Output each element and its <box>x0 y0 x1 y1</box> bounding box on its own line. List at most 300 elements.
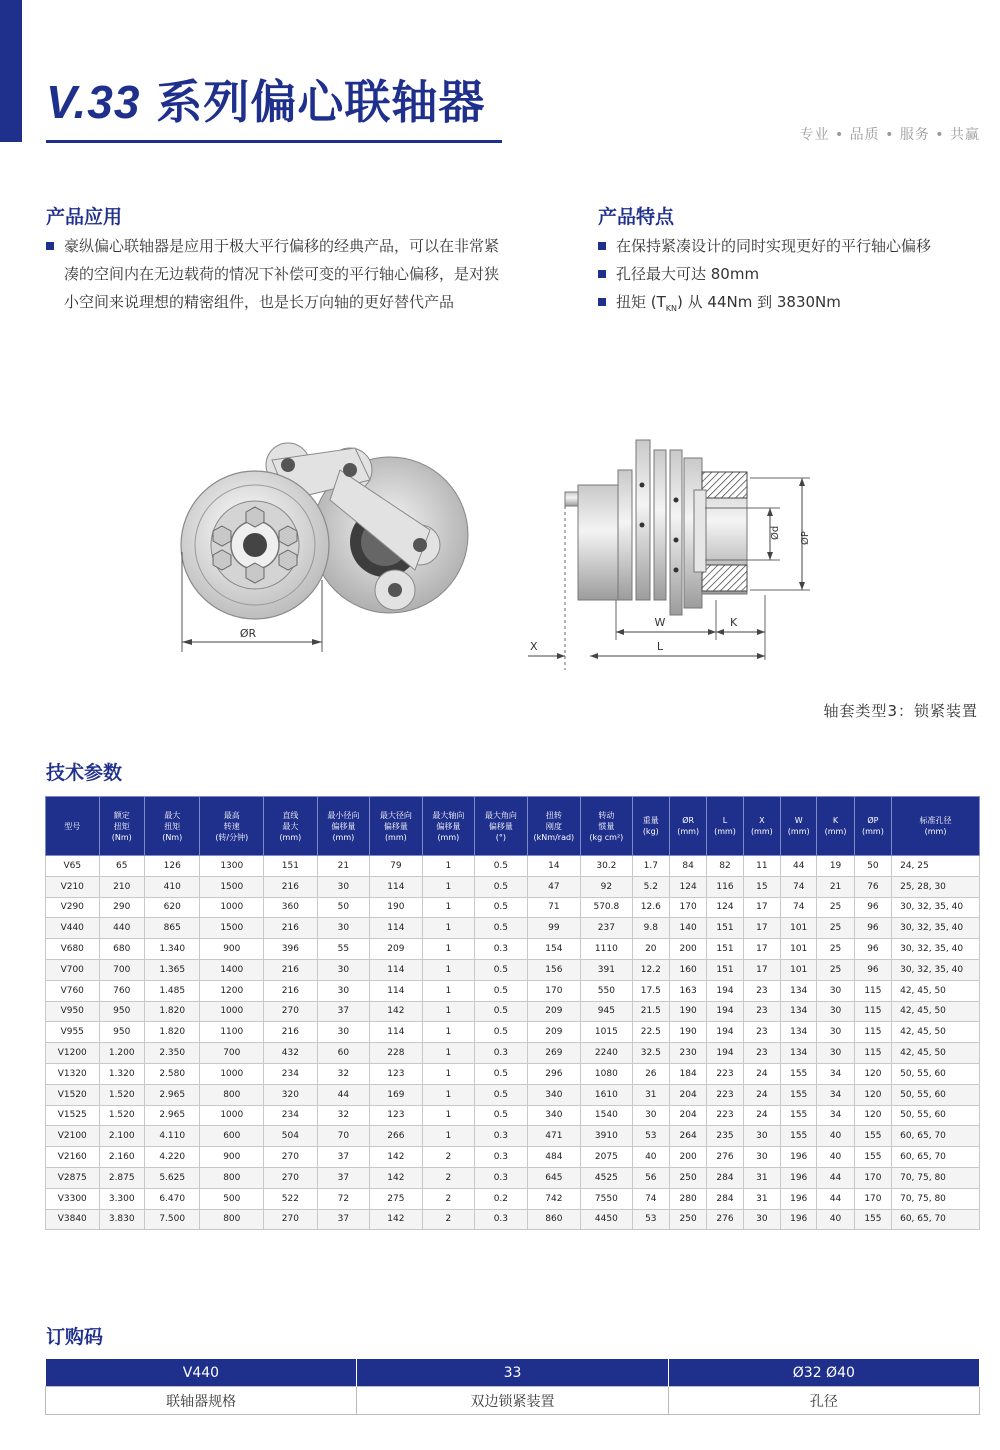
table-cell: 123 <box>370 1105 423 1126</box>
table-cell: 25 <box>817 959 854 980</box>
table-cell: 25 <box>817 918 854 939</box>
table-cell: 170 <box>669 897 706 918</box>
table-cell: 30 <box>817 1001 854 1022</box>
table-cell: 24 <box>743 1084 780 1105</box>
table-row <box>46 1209 980 1230</box>
table-cell: 216 <box>264 1022 318 1043</box>
application-list <box>46 232 501 316</box>
model-cell: V700 <box>46 959 100 980</box>
table-cell: 194 <box>707 1022 743 1043</box>
table-cell: 410 <box>144 876 200 897</box>
table-cell: 60, 65, 70 <box>892 1209 980 1230</box>
tagline: 专业 • 品质 • 服务 • 共赢 <box>799 127 980 143</box>
order-code-values <box>46 1359 980 1387</box>
table-cell: 800 <box>200 1084 264 1105</box>
dim-X-label: X <box>530 640 538 653</box>
table-cell: 1 <box>422 980 475 1001</box>
dim-W-label: W <box>654 616 666 629</box>
table-cell: 264 <box>669 1126 706 1147</box>
table-cell: 151 <box>707 939 743 960</box>
table-cell: 432 <box>264 1043 318 1064</box>
table-cell: 70, 75, 80 <box>892 1188 980 1209</box>
table-cell: 34 <box>817 1105 854 1126</box>
table-cell: 284 <box>707 1167 743 1188</box>
table-cell: 44 <box>317 1084 370 1105</box>
table-cell: 101 <box>781 918 817 939</box>
table-cell: 194 <box>707 1043 743 1064</box>
table-cell: 471 <box>527 1126 581 1147</box>
table-cell: 11 <box>743 856 780 877</box>
table-cell: 1.820 <box>144 1022 200 1043</box>
table-cell: 1 <box>422 876 475 897</box>
spec-column-header: 扭转 刚度 (kNm/rad) <box>527 797 581 856</box>
table-cell: 0.3 <box>475 1209 528 1230</box>
table-cell: 0.5 <box>475 1001 528 1022</box>
table-cell: 53 <box>632 1209 669 1230</box>
table-cell: 50, 55, 60 <box>892 1084 980 1105</box>
table-row <box>46 1001 980 1022</box>
table-cell: 2.965 <box>144 1105 200 1126</box>
table-cell: 276 <box>707 1209 743 1230</box>
table-cell: 2075 <box>581 1147 632 1168</box>
table-cell: 4.110 <box>144 1126 200 1147</box>
table-cell: 123 <box>370 1063 423 1084</box>
table-cell: 7550 <box>581 1188 632 1209</box>
table-cell: 270 <box>264 1147 318 1168</box>
table-cell: 1 <box>422 959 475 980</box>
table-cell: 30 <box>317 959 370 980</box>
table-cell: 155 <box>854 1147 891 1168</box>
table-cell: 30 <box>317 918 370 939</box>
table-cell: 1200 <box>200 980 264 1001</box>
specs-heading: 技术参数 <box>46 762 123 784</box>
table-cell: 200 <box>669 1147 706 1168</box>
drawing-caption: 轴套类型3：锁紧装置 <box>823 702 978 720</box>
table-cell: 21 <box>317 856 370 877</box>
table-cell: 170 <box>527 980 581 1001</box>
table-cell: 234 <box>264 1063 318 1084</box>
table-cell: 142 <box>370 1167 423 1188</box>
table-cell: 134 <box>781 1001 817 1022</box>
table-cell: 500 <box>200 1188 264 1209</box>
table-row <box>46 876 980 897</box>
table-cell: 0.5 <box>475 856 528 877</box>
order-heading: 订购码 <box>46 1326 104 1348</box>
order-value-cell: Ø32 Ø40 <box>668 1359 979 1387</box>
table-cell: 134 <box>781 980 817 1001</box>
table-row <box>46 856 980 877</box>
table-cell: 2.965 <box>144 1084 200 1105</box>
table-cell: 26 <box>632 1063 669 1084</box>
table-cell: 96 <box>854 939 891 960</box>
spec-column-header: K (mm) <box>817 797 854 856</box>
table-cell: 65 <box>99 856 144 877</box>
table-cell: 1 <box>422 1043 475 1064</box>
table-cell: 44 <box>817 1188 854 1209</box>
table-cell: 42, 45, 50 <box>892 980 980 1001</box>
table-cell: 235 <box>707 1126 743 1147</box>
model-cell: V1200 <box>46 1043 100 1064</box>
table-cell: 2 <box>422 1188 475 1209</box>
table-cell: 140 <box>669 918 706 939</box>
table-cell: 25, 28, 30 <box>892 876 980 897</box>
table-cell: 1080 <box>581 1063 632 1084</box>
table-cell: 700 <box>99 959 144 980</box>
table-cell: 1.7 <box>632 856 669 877</box>
table-cell: 945 <box>581 1001 632 1022</box>
spec-column-header: 重量 (kg) <box>632 797 669 856</box>
table-row <box>46 918 980 939</box>
table-cell: 30 <box>817 980 854 1001</box>
table-cell: 151 <box>264 856 318 877</box>
table-cell: 96 <box>854 918 891 939</box>
order-label-cell: 双边锁紧装置 <box>357 1387 668 1415</box>
table-cell: 266 <box>370 1126 423 1147</box>
table-cell: 170 <box>854 1188 891 1209</box>
table-cell: 2.350 <box>144 1043 200 1064</box>
table-cell: 196 <box>781 1167 817 1188</box>
table-cell: 184 <box>669 1063 706 1084</box>
table-cell: 74 <box>632 1188 669 1209</box>
table-cell: 230 <box>669 1043 706 1064</box>
spec-column-header: 最大轴向 偏移量 (mm) <box>422 797 475 856</box>
table-cell: 680 <box>99 939 144 960</box>
table-cell: 270 <box>264 1167 318 1188</box>
features-heading: 产品特点 <box>598 206 675 228</box>
table-cell: 620 <box>144 897 200 918</box>
table-cell: 155 <box>854 1209 891 1230</box>
table-cell: 1610 <box>581 1084 632 1105</box>
table-cell: 440 <box>99 918 144 939</box>
application-heading: 产品应用 <box>46 206 123 228</box>
table-cell: 0.3 <box>475 1043 528 1064</box>
table-cell: 142 <box>370 1147 423 1168</box>
table-cell: 30 <box>743 1147 780 1168</box>
spec-column-header: 型号 <box>46 797 100 856</box>
table-cell: 1.320 <box>99 1063 144 1084</box>
coupling-section-drawing <box>520 430 840 690</box>
table-cell: 340 <box>527 1084 581 1105</box>
spec-column-header: 直线 最大 (mm) <box>264 797 318 856</box>
table-cell: 2.875 <box>99 1167 144 1188</box>
table-cell: 17.5 <box>632 980 669 1001</box>
table-cell: 116 <box>707 876 743 897</box>
table-cell: 155 <box>854 1126 891 1147</box>
model-cell: V440 <box>46 918 100 939</box>
table-cell: 290 <box>99 897 144 918</box>
table-cell: 30 <box>817 1022 854 1043</box>
model-cell: V3300 <box>46 1188 100 1209</box>
table-cell: 96 <box>854 959 891 980</box>
table-cell: 74 <box>781 897 817 918</box>
table-cell: 216 <box>264 980 318 1001</box>
table-cell: 3.300 <box>99 1188 144 1209</box>
table-cell: 56 <box>632 1167 669 1188</box>
table-cell: 44 <box>781 856 817 877</box>
dim-K-label: K <box>730 616 738 629</box>
table-cell: 37 <box>317 1209 370 1230</box>
model-cell: V1320 <box>46 1063 100 1084</box>
order-value-cell: 33 <box>357 1359 668 1387</box>
table-cell: 50 <box>854 856 891 877</box>
table-cell: 223 <box>707 1063 743 1084</box>
table-cell: 40 <box>817 1209 854 1230</box>
table-cell: 6.470 <box>144 1188 200 1209</box>
table-cell: 30 <box>743 1126 780 1147</box>
model-cell: V65 <box>46 856 100 877</box>
table-cell: 42, 45, 50 <box>892 1043 980 1064</box>
table-cell: 96 <box>854 897 891 918</box>
table-cell: 50, 55, 60 <box>892 1063 980 1084</box>
table-cell: 79 <box>370 856 423 877</box>
table-cell: 950 <box>99 1022 144 1043</box>
table-row <box>46 939 980 960</box>
order-code-labels <box>46 1387 980 1415</box>
table-cell: 156 <box>527 959 581 980</box>
spec-column-header: X (mm) <box>743 797 780 856</box>
table-cell: 1100 <box>200 1022 264 1043</box>
table-cell: 40 <box>817 1147 854 1168</box>
table-cell: 72 <box>317 1188 370 1209</box>
table-cell: 860 <box>527 1209 581 1230</box>
table-cell: 4.220 <box>144 1147 200 1168</box>
table-cell: 522 <box>264 1188 318 1209</box>
table-row <box>46 1188 980 1209</box>
table-cell: 7.500 <box>144 1209 200 1230</box>
table-cell: 9.8 <box>632 918 669 939</box>
table-cell: 1015 <box>581 1022 632 1043</box>
spec-column-header: 转动 惯量 (kg cm²) <box>581 797 632 856</box>
table-cell: 84 <box>669 856 706 877</box>
table-cell: 209 <box>527 1001 581 1022</box>
table-cell: 900 <box>200 939 264 960</box>
table-cell: 31 <box>632 1084 669 1105</box>
table-cell: 74 <box>781 876 817 897</box>
table-cell: 134 <box>781 1043 817 1064</box>
table-cell: 700 <box>200 1043 264 1064</box>
table-cell: 391 <box>581 959 632 980</box>
table-cell: 600 <box>200 1126 264 1147</box>
model-cell: V2160 <box>46 1147 100 1168</box>
table-cell: 1500 <box>200 876 264 897</box>
table-cell: 196 <box>781 1188 817 1209</box>
spec-column-header: L (mm) <box>707 797 743 856</box>
table-cell: 15 <box>743 876 780 897</box>
table-cell: 60, 65, 70 <box>892 1126 980 1147</box>
spec-column-header: 最高 转速 (转/分钟) <box>200 797 264 856</box>
table-row <box>46 1105 980 1126</box>
table-cell: 17 <box>743 959 780 980</box>
table-cell: 216 <box>264 918 318 939</box>
table-cell: 760 <box>99 980 144 1001</box>
dim-d-label: Ød <box>770 525 781 540</box>
table-cell: 155 <box>781 1084 817 1105</box>
table-cell: 2 <box>422 1167 475 1188</box>
table-cell: 30 <box>632 1105 669 1126</box>
table-cell: 196 <box>781 1209 817 1230</box>
table-cell: 21 <box>817 876 854 897</box>
table-cell: 0.5 <box>475 1063 528 1084</box>
table-cell: 204 <box>669 1084 706 1105</box>
table-cell: 120 <box>854 1084 891 1105</box>
table-cell: 23 <box>743 1043 780 1064</box>
table-cell: 1000 <box>200 1063 264 1084</box>
spec-column-header: 最大径向 偏移量 (mm) <box>370 797 423 856</box>
table-cell: 204 <box>669 1105 706 1126</box>
table-cell: 124 <box>669 876 706 897</box>
table-cell: 114 <box>370 980 423 1001</box>
table-cell: 1000 <box>200 897 264 918</box>
table-cell: 2.580 <box>144 1063 200 1084</box>
table-cell: 115 <box>854 1022 891 1043</box>
table-cell: 34 <box>817 1063 854 1084</box>
table-cell: 2 <box>422 1147 475 1168</box>
table-cell: 1400 <box>200 959 264 980</box>
table-row <box>46 897 980 918</box>
table-cell: 31 <box>743 1167 780 1188</box>
model-cell: V3840 <box>46 1209 100 1230</box>
table-cell: 30, 32, 35, 40 <box>892 918 980 939</box>
table-cell: 4450 <box>581 1209 632 1230</box>
table-cell: 5.625 <box>144 1167 200 1188</box>
table-cell: 32.5 <box>632 1043 669 1064</box>
table-cell: 5.2 <box>632 876 669 897</box>
table-row <box>46 959 980 980</box>
table-cell: 0.5 <box>475 1022 528 1043</box>
table-cell: 1300 <box>200 856 264 877</box>
table-cell: 360 <box>264 897 318 918</box>
order-value-cell: V440 <box>46 1359 357 1387</box>
table-cell: 194 <box>707 980 743 1001</box>
table-cell: 23 <box>743 1001 780 1022</box>
table-cell: 169 <box>370 1084 423 1105</box>
table-cell: 42, 45, 50 <box>892 1001 980 1022</box>
table-cell: 194 <box>707 1001 743 1022</box>
table-row <box>46 1126 980 1147</box>
table-cell: 114 <box>370 918 423 939</box>
table-cell: 70 <box>317 1126 370 1147</box>
table-cell: 280 <box>669 1188 706 1209</box>
table-cell: 0.5 <box>475 1084 528 1105</box>
table-cell: 30 <box>317 980 370 1001</box>
table-cell: 42, 45, 50 <box>892 1022 980 1043</box>
table-cell: 24, 25 <box>892 856 980 877</box>
table-cell: 44 <box>817 1167 854 1188</box>
table-cell: 160 <box>669 959 706 980</box>
table-cell: 570.8 <box>581 897 632 918</box>
table-cell: 0.5 <box>475 897 528 918</box>
table-cell: 12.2 <box>632 959 669 980</box>
table-cell: 23 <box>743 980 780 1001</box>
table-cell: 865 <box>144 918 200 939</box>
table-cell: 0.3 <box>475 1147 528 1168</box>
table-cell: 114 <box>370 1022 423 1043</box>
table-cell: 40 <box>632 1147 669 1168</box>
table-cell: 32 <box>317 1105 370 1126</box>
table-cell: 154 <box>527 939 581 960</box>
table-cell: 645 <box>527 1167 581 1188</box>
title-underline <box>46 140 502 143</box>
table-cell: 504 <box>264 1126 318 1147</box>
table-cell: 800 <box>200 1167 264 1188</box>
table-cell: 284 <box>707 1188 743 1209</box>
table-cell: 2.160 <box>99 1147 144 1168</box>
table-cell: 550 <box>581 980 632 1001</box>
table-cell: 23 <box>743 1022 780 1043</box>
table-cell: 209 <box>527 1022 581 1043</box>
table-cell: 17 <box>743 939 780 960</box>
spec-column-header: 最小径向 偏移量 (mm) <box>317 797 370 856</box>
spec-column-header: 额定 扭矩 (Nm) <box>99 797 144 856</box>
table-cell: 190 <box>669 1001 706 1022</box>
table-cell: 1 <box>422 897 475 918</box>
table-cell: 190 <box>669 1022 706 1043</box>
table-cell: 1.200 <box>99 1043 144 1064</box>
table-cell: 237 <box>581 918 632 939</box>
table-cell: 269 <box>527 1043 581 1064</box>
table-cell: 22.5 <box>632 1022 669 1043</box>
table-cell: 30, 32, 35, 40 <box>892 897 980 918</box>
table-cell: 14 <box>527 856 581 877</box>
model-cell: V1525 <box>46 1105 100 1126</box>
features-list <box>598 232 993 323</box>
table-cell: 124 <box>707 897 743 918</box>
table-cell: 340 <box>527 1105 581 1126</box>
table-cell: 0.3 <box>475 1126 528 1147</box>
table-cell: 210 <box>99 876 144 897</box>
table-cell: 1 <box>422 1105 475 1126</box>
order-label-cell: 联轴器规格 <box>46 1387 357 1415</box>
table-cell: 800 <box>200 1209 264 1230</box>
spec-header-row <box>46 797 980 856</box>
table-cell: 151 <box>707 918 743 939</box>
table-cell: 296 <box>527 1063 581 1084</box>
table-cell: 900 <box>200 1147 264 1168</box>
table-cell: 82 <box>707 856 743 877</box>
dim-L-label: L <box>656 640 664 653</box>
table-cell: 37 <box>317 1001 370 1022</box>
table-cell: 1.485 <box>144 980 200 1001</box>
table-cell: 1 <box>422 856 475 877</box>
table-cell: 25 <box>817 897 854 918</box>
table-cell: 228 <box>370 1043 423 1064</box>
table-cell: 250 <box>669 1209 706 1230</box>
table-cell: 34 <box>817 1084 854 1105</box>
table-cell: 31 <box>743 1188 780 1209</box>
table-cell: 0.3 <box>475 939 528 960</box>
model-cell: V680 <box>46 939 100 960</box>
table-cell: 92 <box>581 876 632 897</box>
table-cell: 163 <box>669 980 706 1001</box>
table-cell: 30, 32, 35, 40 <box>892 939 980 960</box>
table-cell: 76 <box>854 876 891 897</box>
table-cell: 250 <box>669 1167 706 1188</box>
table-cell: 99 <box>527 918 581 939</box>
table-cell: 155 <box>781 1063 817 1084</box>
table-cell: 484 <box>527 1147 581 1168</box>
table-cell: 1.340 <box>144 939 200 960</box>
table-cell: 0.3 <box>475 1167 528 1188</box>
page-title <box>46 70 485 134</box>
table-cell: 1500 <box>200 918 264 939</box>
table-row <box>46 980 980 1001</box>
model-cell: V950 <box>46 1001 100 1022</box>
table-cell: 0.5 <box>475 1105 528 1126</box>
dim-R-label: ØR <box>239 627 257 640</box>
table-cell: 216 <box>264 876 318 897</box>
table-cell: 270 <box>264 1209 318 1230</box>
table-cell: 142 <box>370 1001 423 1022</box>
